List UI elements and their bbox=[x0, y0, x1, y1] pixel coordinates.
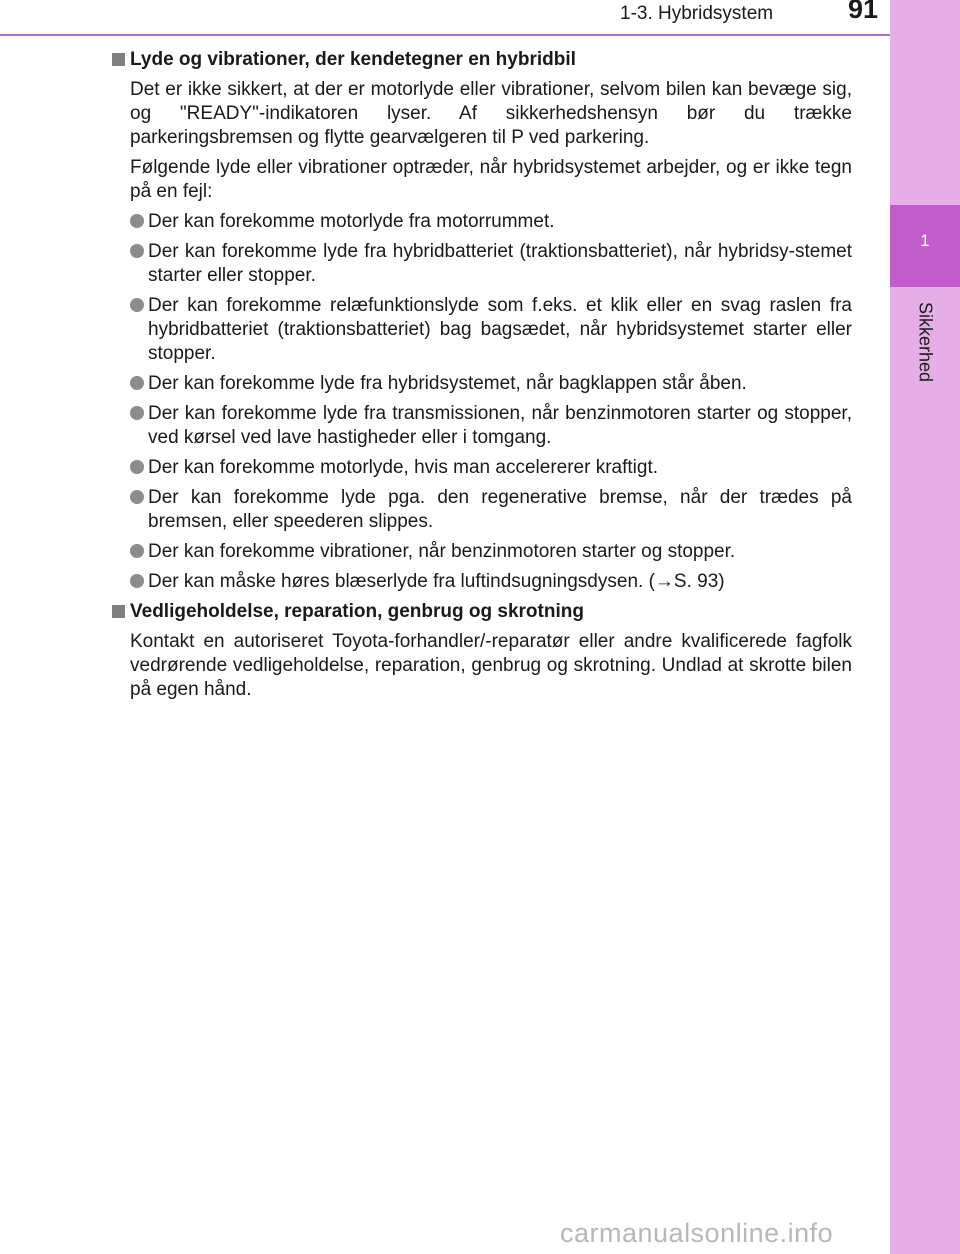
list-item: Der kan forekomme lyde fra transmissionen, når benzinmotoren starter og stopper, ved kørsel ved lave hastigheder eller i tomgang. bbox=[148, 402, 852, 450]
square-bullet-icon bbox=[112, 605, 125, 618]
chapter-number: 1 bbox=[920, 231, 930, 250]
chapter-tab[interactable] bbox=[890, 205, 960, 287]
paragraph: Kontakt en autoriseret Toyota-forhandler/-reparatør eller andre kvalificerede fagfolk vedrørende vedligeholdelse, reparation, genbrug og skrotning. Undlad at skrotte bilen på egen hånd. bbox=[130, 631, 852, 700]
list-item: Der kan forekomme lyde fra hybridsystemet, når bagklappen står åben. bbox=[148, 372, 852, 396]
list-item: Der kan måske høres blæserlyde fra luftindsugningsdysen. (→S. 93) bbox=[148, 570, 852, 594]
section-heading-text: Lyde og vibrationer, der kendetegner en hybridbil bbox=[130, 49, 576, 70]
side-tab-bar bbox=[890, 0, 960, 1254]
list-item: Der kan forekomme motorlyde, hvis man accelererer kraftigt. bbox=[148, 456, 852, 480]
list-item: Der kan forekomme lyde fra hybridbatteriet (traktionsbatteriet), når hybridsy-stemet starter eller stopper. bbox=[148, 240, 852, 288]
watermark: carmanualsonline.info bbox=[560, 1218, 834, 1248]
circle-bullet-icon bbox=[130, 406, 144, 420]
header-rule bbox=[0, 34, 890, 36]
section-heading bbox=[112, 48, 852, 72]
circle-bullet-icon bbox=[130, 460, 144, 474]
circle-bullet-icon bbox=[130, 490, 144, 504]
circle-bullet-icon bbox=[130, 574, 144, 588]
square-bullet-icon bbox=[112, 53, 125, 66]
circle-bullet-icon bbox=[130, 544, 144, 558]
circle-bullet-icon bbox=[130, 244, 144, 258]
circle-bullet-icon bbox=[130, 376, 144, 390]
chapter-label: Sikkerhed bbox=[915, 301, 936, 383]
circle-bullet-icon bbox=[130, 298, 144, 312]
header-section-title: 1-3. Hybridsystem bbox=[620, 3, 774, 24]
page-content bbox=[112, 48, 852, 708]
list-item: Der kan forekomme motorlyde fra motorrummet. bbox=[148, 210, 852, 234]
circle-bullet-icon bbox=[130, 214, 144, 228]
paragraph: Det er ikke sikkert, at der er motorlyde eller vibrationer, selvom bilen kan bevæge sig, og "READY"-indikatoren lyser. Af sikkerhedshensyn bør du trække parkeringsbremsen og flytte gearvælgeren til P ved parkering. bbox=[130, 79, 852, 148]
list-item: Der kan forekomme vibrationer, når benzinmotoren starter og stopper. bbox=[148, 540, 852, 564]
paragraph: Følgende lyde eller vibrationer optræder, når hybridsystemet arbejder, og er ikke tegn på en fejl: bbox=[130, 157, 852, 202]
list-item: Der kan forekomme lyde pga. den regenerative bremse, når der trædes på bremsen, eller speederen slippes. bbox=[148, 486, 852, 534]
section-heading bbox=[112, 600, 852, 624]
list-item: Der kan forekomme relæfunktionslyde som f.eks. et klik eller en svag raslen fra hybridbatteriet (traktionsbatteriet) bag bagsædet, når hybridsystemet starter eller stopper. bbox=[148, 294, 852, 366]
page-number: 91 bbox=[847, 0, 878, 24]
section-heading-text: Vedligeholdelse, reparation, genbrug og skrotning bbox=[130, 601, 584, 622]
